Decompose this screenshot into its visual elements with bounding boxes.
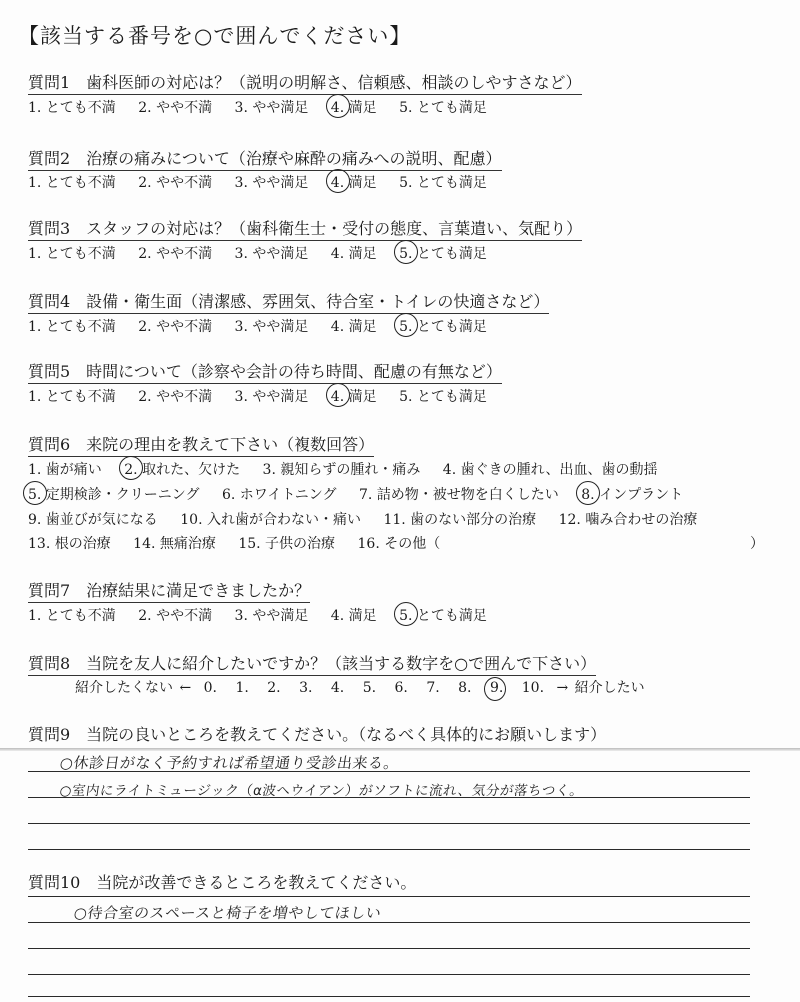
question-6-row-4 — [28, 533, 458, 553]
question-10-title: 質問10 当院が改善できるところを教えてください。 — [28, 873, 417, 892]
reason-1[interactable]: 1. 歯が痛い — [28, 462, 102, 478]
question-7-options — [28, 605, 505, 625]
question-4-title: 質問4 設備・衛生面（清潔感、雰囲気、待合室・トイレの快適さなど） — [28, 289, 549, 312]
reason-5-selected[interactable]: 5. 定期検診・クリーニング — [28, 484, 200, 504]
option-4[interactable]: 4. 満足 — [330, 246, 377, 262]
answer-line — [28, 996, 750, 997]
question-4-options — [28, 316, 505, 336]
option-4[interactable]: 4. 満足 — [330, 608, 377, 624]
scale-1[interactable]: 1. — [235, 680, 249, 696]
option-2[interactable]: 2. やや不満 — [138, 175, 213, 191]
question-9-title: 質問9 当院の良いところを教えてください。（なるべく具体的にお願いします） — [28, 725, 607, 744]
option-5-selected[interactable]: 5. とても満足 — [399, 605, 487, 625]
option-5[interactable]: 5. とても満足 — [399, 389, 487, 405]
option-2[interactable]: 2. やや不満 — [138, 608, 213, 624]
scale-4[interactable]: 4. — [330, 680, 345, 696]
question-8-title: 質問8 当院を友人に紹介したいですか？（該当する数字を○で囲んで下さい） — [28, 651, 596, 674]
scale-5[interactable]: 5. — [362, 680, 377, 696]
question-3-options — [28, 243, 505, 263]
answer-line — [28, 896, 750, 897]
answer-line — [28, 849, 750, 850]
option-2[interactable]: 2. やや不満 — [138, 319, 213, 335]
scale-right-label: → 紹介したい — [556, 680, 645, 696]
reason-16[interactable]: 16. その他（ — [357, 536, 441, 552]
question-6-row-2 — [28, 484, 701, 504]
question-2-title: 質問2 治療の痛みについて（治療や麻酔の痛みへの説明、配慮） — [28, 146, 502, 169]
scale-9-selected[interactable]: 9. — [489, 680, 504, 696]
question-2-options — [28, 172, 505, 192]
option-3[interactable]: 3. やや満足 — [234, 319, 309, 335]
scale-10[interactable]: 10. — [521, 680, 545, 696]
reason-6[interactable]: 6. ホワイトニング — [221, 487, 337, 503]
option-3[interactable]: 3. やや満足 — [234, 246, 309, 262]
reason-13[interactable]: 13. 根の治療 — [28, 536, 111, 552]
scale-7[interactable]: 7. — [426, 680, 440, 696]
reason-16-close-paren: ） — [750, 536, 764, 552]
question-6-title: 質問6 来院の理由を教えて下さい（複数回答） — [28, 432, 374, 455]
reason-4[interactable]: 4. 歯ぐきの腫れ、出血、歯の動揺 — [442, 462, 658, 478]
scale-0[interactable]: 0. — [203, 680, 217, 696]
handwritten-answer-9-2[interactable]: ○室内にライトミュージック（α波ヘウイアン）がソフトに流れ、気分が落ちつく。 — [58, 783, 585, 799]
answer-line — [28, 823, 750, 824]
option-1[interactable]: 1. とても不満 — [28, 319, 116, 335]
question-5-title: 質問5 時間について（診察や会計の待ち時間、配慮の有無など） — [28, 359, 502, 382]
option-5[interactable]: 5. とても満足 — [399, 100, 487, 116]
scale-left-label: 紹介したくない ← — [75, 680, 192, 696]
option-4-selected[interactable]: 4. 満足 — [331, 386, 377, 406]
option-1[interactable]: 1. とても不満 — [28, 246, 116, 262]
option-5-selected[interactable]: 5. とても満足 — [399, 243, 487, 263]
reason-12[interactable]: 12. 噛み合わせの治療 — [558, 512, 698, 528]
option-5[interactable]: 5. とても満足 — [399, 175, 487, 191]
option-1[interactable]: 1. とても不満 — [28, 175, 116, 191]
form-title: 【該当する番号を○で囲んでください】 — [18, 24, 412, 48]
option-1[interactable]: 1. とても不満 — [28, 608, 116, 624]
option-4-selected[interactable]: 4. 満足 — [331, 97, 377, 117]
answer-line — [28, 974, 750, 975]
option-3[interactable]: 3. やや満足 — [234, 389, 309, 405]
reason-8-selected[interactable]: 8. インプラント — [581, 484, 683, 504]
option-4-selected[interactable]: 4. 満足 — [331, 172, 377, 192]
option-3[interactable]: 3. やや満足 — [234, 100, 309, 116]
scan-separator — [0, 748, 800, 751]
option-4[interactable]: 4. 満足 — [330, 319, 377, 335]
option-2[interactable]: 2. やや不満 — [138, 246, 213, 262]
option-3[interactable]: 3. やや満足 — [234, 608, 309, 624]
reason-15[interactable]: 15. 子供の治療 — [238, 536, 336, 552]
recommend-scale — [75, 677, 645, 697]
question-7-title: 質問7 治療結果に満足できましたか？ — [28, 578, 310, 601]
scale-8[interactable]: 8. — [458, 680, 472, 696]
handwritten-answer-9-1[interactable]: ○休診日がなく予約すれば希望通り受診出来る。 — [58, 754, 401, 772]
scale-3[interactable]: 3. — [299, 680, 313, 696]
question-6-row-1 — [28, 459, 675, 479]
reason-3[interactable]: 3. 親知らずの腫れ・痛み — [262, 462, 421, 478]
reason-9[interactable]: 9. 歯並びが気になる — [28, 512, 158, 528]
reason-14[interactable]: 14. 無痛治療 — [133, 536, 216, 552]
answer-line — [28, 948, 750, 949]
option-1[interactable]: 1. とても不満 — [28, 389, 116, 405]
option-2[interactable]: 2. やや不満 — [138, 389, 213, 405]
question-5-options — [28, 386, 505, 406]
question-3-title: 質問3 スタッフの対応は？（歯科衛生士・受付の態度、言葉遣い、気配り） — [28, 216, 582, 239]
option-3[interactable]: 3. やや満足 — [234, 175, 309, 191]
question-1-options — [28, 97, 505, 117]
option-5-selected[interactable]: 5. とても満足 — [399, 316, 487, 336]
reason-7[interactable]: 7. 詰め物・被せ物を白くしたい — [359, 487, 559, 503]
question-1-title: 質問1 歯科医師の対応は？（説明の明解さ、信頼感、相談のしやすさなど） — [28, 70, 582, 93]
question-6-row-3 — [28, 509, 715, 529]
option-1[interactable]: 1. とても不満 — [28, 100, 116, 116]
option-2[interactable]: 2. やや不満 — [138, 100, 213, 116]
handwritten-answer-10-1[interactable]: ○待合室のスペースと椅子を増やしてほしい — [72, 904, 383, 922]
scale-6[interactable]: 6. — [394, 680, 408, 696]
scale-2[interactable]: 2. — [267, 680, 281, 696]
reason-2-selected[interactable]: 2. 取れた、欠けた — [124, 459, 240, 479]
reason-11[interactable]: 11. 歯のない部分の治療 — [383, 512, 537, 528]
reason-10[interactable]: 10. 入れ歯が合わない・痛い — [180, 512, 361, 528]
